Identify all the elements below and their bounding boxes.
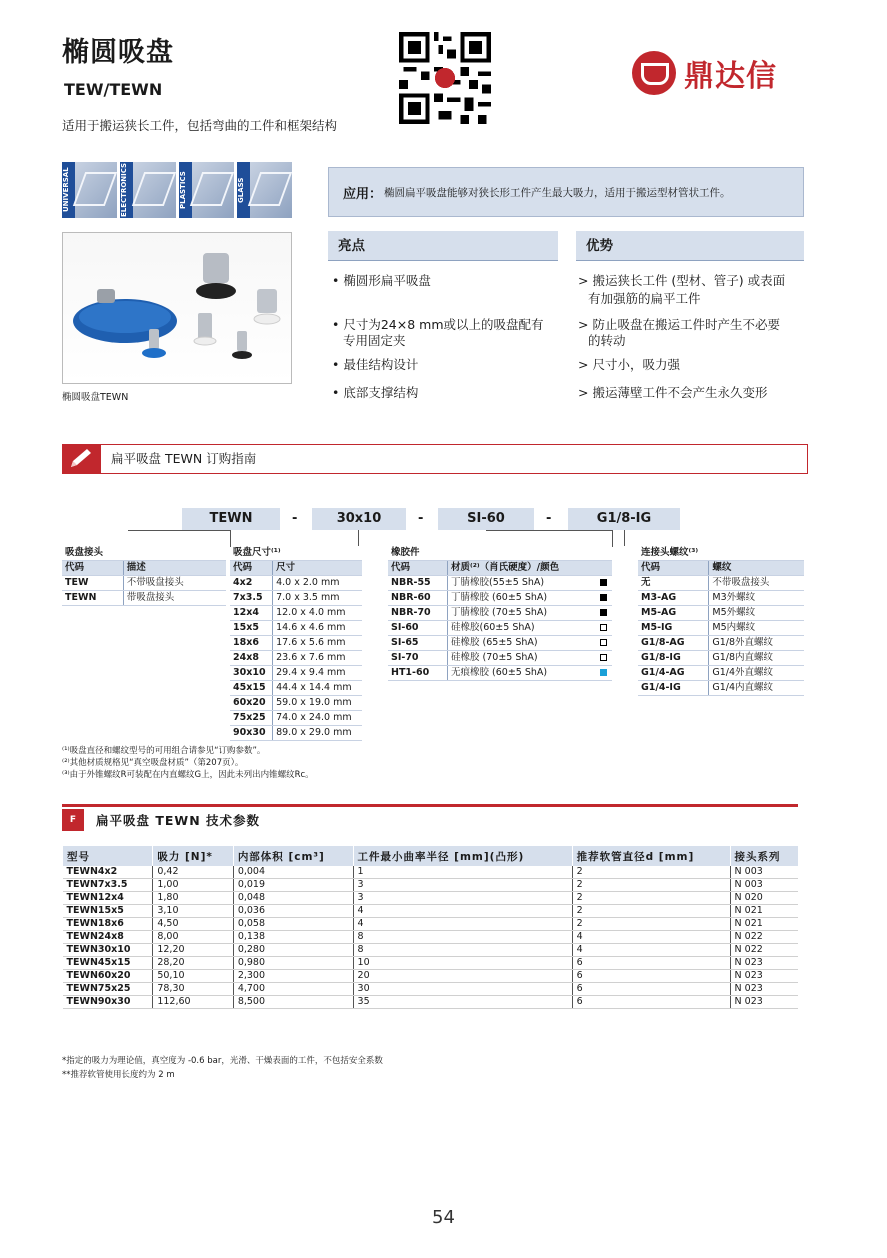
table-cell: NBR-70	[388, 606, 448, 621]
table-row	[63, 983, 799, 996]
cup-table	[62, 546, 226, 606]
table-cell: N 023	[730, 983, 798, 996]
table-cell: NBR-60	[388, 591, 448, 606]
column-header: 内部体积 [cm³]	[233, 846, 353, 866]
table-row	[230, 651, 362, 666]
column-header: 吸力 [N]*	[153, 846, 233, 866]
table-cell: TEWN60x20	[63, 970, 153, 983]
table-cell: 7x3.5	[230, 591, 273, 606]
table-cell: TEWN15x5	[63, 905, 153, 918]
list-item: 有加强筋的扁平工件	[588, 291, 701, 306]
table-cell: N 003	[730, 879, 798, 892]
table-cell: 4.0 x 2.0 mm	[273, 576, 362, 591]
table-cell: HT1-60	[388, 666, 448, 681]
table-cell: 45x15	[230, 681, 273, 696]
table-row	[63, 866, 799, 879]
table-cell: 0,048	[233, 892, 353, 905]
list-item: • 底部支撑结构	[332, 385, 419, 400]
color-swatch-icon	[600, 579, 607, 586]
order-code-size: 30x10	[312, 508, 406, 530]
table-cell: 24x8	[230, 651, 273, 666]
table-cell: 12,20	[153, 944, 233, 957]
table-cell: TEWN12x4	[63, 892, 153, 905]
table-cell: 75x25	[230, 711, 273, 726]
table-cell: 78,30	[153, 983, 233, 996]
color-swatch-icon	[600, 594, 607, 601]
table-cell: 1,80	[153, 892, 233, 905]
table-row	[388, 576, 612, 591]
table-cell: TEW	[62, 576, 123, 591]
pencil-icon	[63, 445, 101, 473]
table-cell: N 022	[730, 944, 798, 957]
table-cell: SI-70	[388, 651, 448, 666]
tech-footnotes	[62, 1054, 383, 1082]
force-icon: F	[62, 809, 84, 831]
table-cell: 2	[572, 892, 730, 905]
brand-logo	[632, 48, 812, 98]
table-cell: G1/4-AG	[638, 666, 709, 681]
table-cell: 89.0 x 29.0 mm	[273, 726, 362, 741]
table-cell: 无痕橡胶 (60±5 ShA)	[448, 666, 596, 681]
table-cell: TEWN90x30	[63, 996, 153, 1009]
highlights-list	[332, 272, 562, 412]
table-row	[63, 996, 799, 1009]
table-row	[63, 970, 799, 983]
table-row	[638, 621, 804, 636]
list-item: • 椭圆形扁平吸盘	[332, 273, 431, 288]
brand-logo-text: 鼎达信	[684, 59, 777, 94]
table-cell: 2	[572, 866, 730, 879]
table-cell: TEWN24x8	[63, 931, 153, 944]
table-cell: 0,019	[233, 879, 353, 892]
table-cell: N 020	[730, 892, 798, 905]
table-row	[230, 591, 362, 606]
table-row	[63, 879, 799, 892]
table-cell: 4,50	[153, 918, 233, 931]
table-row	[63, 918, 799, 931]
table-cell: 1,00	[153, 879, 233, 892]
table-row	[63, 944, 799, 957]
table-row	[638, 576, 804, 591]
table-row	[62, 576, 226, 591]
table-cell: N 023	[730, 996, 798, 1009]
table-cell: 28,20	[153, 957, 233, 970]
table-cell: SI-65	[388, 636, 448, 651]
material-suitability-bar	[62, 162, 292, 218]
table-cell: G1/4内直螺纹	[709, 681, 804, 696]
table-cell: NBR-55	[388, 576, 448, 591]
table-row	[638, 651, 804, 666]
table-cell: 2	[572, 879, 730, 892]
table-cell: 2	[572, 905, 730, 918]
table-cell: 4,700	[233, 983, 353, 996]
table-cell: 0,138	[233, 931, 353, 944]
order-code-dash: -	[292, 511, 298, 526]
table-cell: 4	[572, 944, 730, 957]
table-row	[63, 892, 799, 905]
table-row	[230, 726, 362, 741]
advantages-list	[578, 272, 808, 412]
footnote: *指定的吸力为理论值，真空度为 -0.6 bar，光滑、干燥表面的工件，不包括安全系数	[62, 1056, 383, 1066]
table-cell: 6	[572, 996, 730, 1009]
qr-code-icon	[399, 32, 491, 124]
table-cell: N 021	[730, 918, 798, 931]
table-cell: 8	[353, 944, 572, 957]
color-swatch-icon	[600, 639, 607, 646]
column-header: 代码	[388, 561, 448, 576]
table-cell: 硅橡胶 (70±5 ShA)	[448, 651, 596, 666]
column-header: 螺纹	[709, 561, 804, 576]
connector-line	[624, 530, 625, 546]
connector-line	[128, 530, 231, 547]
table-cell: 29.4 x 9.4 mm	[273, 666, 362, 681]
column-header: 型号	[63, 846, 153, 866]
table-cell: 59.0 x 19.0 mm	[273, 696, 362, 711]
table-cell: G1/8-AG	[638, 636, 709, 651]
table-cell: TEWN45x15	[63, 957, 153, 970]
table-cell: 2	[572, 918, 730, 931]
connector-line	[486, 530, 613, 547]
table-cell: N 023	[730, 957, 798, 970]
column-header: 代码	[62, 561, 123, 576]
table-cell: 4	[353, 905, 572, 918]
page-number: 54	[432, 1207, 455, 1228]
highlights-heading: 亮点	[328, 231, 558, 261]
color-swatch-icon	[600, 654, 607, 661]
table-cell: M5内螺纹	[709, 621, 804, 636]
rubber-table	[388, 546, 612, 681]
table-row	[388, 636, 612, 651]
application-text: 椭圆扁平吸盘能够对狭长形工件产生最大吸力，适用于搬运型材管状工件。	[384, 186, 731, 199]
table-cell: M5-IG	[638, 621, 709, 636]
table-cell: 30	[353, 983, 572, 996]
table-cell: TEWN4x2	[63, 866, 153, 879]
page-subtitle: TEW/TEWN	[64, 80, 163, 99]
connector-line	[232, 530, 359, 546]
table-cell: 3	[353, 892, 572, 905]
brand-logo-icon	[632, 51, 676, 95]
table-cell: 0,004	[233, 866, 353, 879]
table-cell: TEWN75x25	[63, 983, 153, 996]
table-cell: G1/8外直螺纹	[709, 636, 804, 651]
table-row	[230, 636, 362, 651]
table-cell: TEWN18x6	[63, 918, 153, 931]
note: ⁽³⁾由于外锥螺纹R可装配在内直螺纹G上，因此未列出内锥螺纹Rc。	[62, 770, 314, 780]
electronics-icon: ELECTRONICS	[120, 162, 175, 218]
application-box	[328, 167, 804, 217]
plastics-icon: PLASTICS	[179, 162, 234, 218]
table-row	[638, 681, 804, 696]
list-item: > 搬运薄壁工件不会产生永久变形	[578, 385, 768, 400]
table-cell: 74.0 x 24.0 mm	[273, 711, 362, 726]
table-cell: 10	[353, 957, 572, 970]
glass-icon: GLASS	[237, 162, 292, 218]
table-cell: N 021	[730, 905, 798, 918]
table-cell: 1	[353, 866, 572, 879]
table-row	[63, 931, 799, 944]
column-header: 代码	[230, 561, 273, 576]
table-cell: 硅橡胶 (65±5 ShA)	[448, 636, 596, 651]
thread-table	[638, 546, 804, 696]
color-swatch-icon	[600, 669, 607, 676]
list-item: > 搬运狭长工件 (型材、管子) 或表面	[578, 273, 786, 288]
table-cell: 硅橡胶(60±5 ShA)	[448, 621, 596, 636]
table-cell: 丁腈橡胶(55±5 ShA)	[448, 576, 596, 591]
table-row	[388, 651, 612, 666]
table-cell: TEWN	[62, 591, 123, 606]
table-cell: 无	[638, 576, 709, 591]
table-cell: 不带吸盘接头	[123, 576, 226, 591]
application-label: 应用：	[343, 186, 383, 202]
table-row	[638, 666, 804, 681]
column-header: 描述	[123, 561, 226, 576]
list-item: > 防止吸盘在搬运工件时产生不必要	[578, 317, 780, 332]
table-cell: 35	[353, 996, 572, 1009]
note: ⁽²⁾其他材质规格见“真空吸盘材质”（第207页）。	[62, 758, 244, 768]
table-row	[230, 621, 362, 636]
table-cell: 12.0 x 4.0 mm	[273, 606, 362, 621]
table-cell: 4x2	[230, 576, 273, 591]
table-cell: 15x5	[230, 621, 273, 636]
table-row	[388, 666, 612, 681]
table-cell: 6	[572, 957, 730, 970]
table-cell: 0,280	[233, 944, 353, 957]
color-swatch-icon	[600, 609, 607, 616]
table-row	[230, 681, 362, 696]
column-header: 推荐软管直径d [mm]	[572, 846, 730, 866]
product-photo	[62, 232, 292, 384]
table-cell: 3	[353, 879, 572, 892]
list-item: 专用固定夹	[343, 333, 406, 348]
table-cell: 50,10	[153, 970, 233, 983]
table-row	[230, 696, 362, 711]
size-table	[230, 546, 362, 741]
table-cell: N 003	[730, 866, 798, 879]
table-cell: SI-60	[388, 621, 448, 636]
table-cell: 带吸盘接头	[123, 591, 226, 606]
table-cell: 17.6 x 5.6 mm	[273, 636, 362, 651]
order-code-dash: -	[418, 511, 424, 526]
table-group-title: 连接头螺纹⁽³⁾	[638, 546, 804, 561]
table-row	[230, 666, 362, 681]
table-cell: 丁腈橡胶 (60±5 ShA)	[448, 591, 596, 606]
order-code-thread: G1/8-IG	[568, 508, 680, 530]
table-row	[388, 591, 612, 606]
table-cell: 4	[353, 918, 572, 931]
note: ⁽¹⁾吸盘直径和螺纹型号的可用组合请参见“订购参数”。	[62, 746, 266, 756]
column-header: 材质⁽²⁾（肖氏硬度）/颜色	[448, 561, 596, 576]
universal-icon: UNIVERSAL	[62, 162, 117, 218]
table-cell: TEWN30x10	[63, 944, 153, 957]
tech-title: 扁平吸盘 TEWN 技术参数	[96, 813, 261, 828]
table-cell: TEWN7x3.5	[63, 879, 153, 892]
table-cell: N 023	[730, 970, 798, 983]
table-row	[638, 636, 804, 651]
table-cell: 8,00	[153, 931, 233, 944]
table-cell: 8,500	[233, 996, 353, 1009]
photo-caption: 椭圆吸盘TEWN	[62, 392, 129, 403]
table-row	[388, 621, 612, 636]
table-row	[62, 591, 226, 606]
column-header: 代码	[638, 561, 709, 576]
table-cell: G1/4外直螺纹	[709, 666, 804, 681]
table-cell: 7.0 x 3.5 mm	[273, 591, 362, 606]
table-cell: 30x10	[230, 666, 273, 681]
list-item: > 尺寸小，吸力强	[578, 357, 680, 372]
table-row	[638, 606, 804, 621]
table-row	[230, 606, 362, 621]
table-cell: 2,300	[233, 970, 353, 983]
table-cell: 0,058	[233, 918, 353, 931]
table-cell: M5外螺纹	[709, 606, 804, 621]
footnote: **推荐软管使用长度约为 2 m	[62, 1070, 175, 1080]
table-cell: G1/8内直螺纹	[709, 651, 804, 666]
table-cell: N 022	[730, 931, 798, 944]
table-cell: 8	[353, 931, 572, 944]
table-row	[230, 711, 362, 726]
table-cell: 丁腈橡胶 (70±5 ShA)	[448, 606, 596, 621]
order-code-dash: -	[546, 511, 552, 526]
color-swatch-icon	[600, 624, 607, 631]
table-group-title: 吸盘尺寸⁽¹⁾	[230, 546, 362, 561]
table-cell: 14.6 x 4.6 mm	[273, 621, 362, 636]
order-guide-heading	[62, 444, 808, 474]
advantages-heading: 优势	[576, 231, 804, 261]
table-row	[230, 576, 362, 591]
column-header: 接头系列	[730, 846, 798, 866]
tech-table	[62, 846, 798, 1009]
table-row	[63, 957, 799, 970]
list-item: • 最佳结构设计	[332, 357, 419, 372]
column-header: 工件最小曲率半径 [mm](凸形)	[353, 846, 572, 866]
table-cell: M3-AG	[638, 591, 709, 606]
table-cell: 23.6 x 7.6 mm	[273, 651, 362, 666]
table-cell: 6	[572, 983, 730, 996]
table-group-title: 吸盘接头	[62, 546, 226, 561]
table-cell: 60x20	[230, 696, 273, 711]
list-item: • 尺寸为24×8 mm或以上的吸盘配有	[332, 317, 544, 332]
table-cell: 20	[353, 970, 572, 983]
table-cell: 3,10	[153, 905, 233, 918]
table-cell: 0,980	[233, 957, 353, 970]
table-cell: 0,036	[233, 905, 353, 918]
page-title: 椭圆吸盘	[62, 37, 174, 68]
table-cell: M5-AG	[638, 606, 709, 621]
table-cell: G1/8-IG	[638, 651, 709, 666]
table-cell: 12x4	[230, 606, 273, 621]
table-cell: G1/4-IG	[638, 681, 709, 696]
table-cell: 4	[572, 931, 730, 944]
list-item: 的转动	[588, 333, 626, 348]
table-cell: 0,42	[153, 866, 233, 879]
order-code-cup: TEWN	[182, 508, 280, 530]
page-description: 适用于搬运狭长工件，包括弯曲的工件和框架结构	[62, 118, 338, 133]
table-cell: 44.4 x 14.4 mm	[273, 681, 362, 696]
table-cell: 18x6	[230, 636, 273, 651]
tech-heading	[62, 804, 798, 834]
table-cell: M3外螺纹	[709, 591, 804, 606]
order-code-rubber: SI-60	[438, 508, 534, 530]
table-row	[63, 905, 799, 918]
table-row	[388, 606, 612, 621]
table-group-title: 橡胶件	[388, 546, 612, 561]
table-cell: 90x30	[230, 726, 273, 741]
order-guide-title: 扁平吸盘 TEWN 订购指南	[111, 451, 257, 466]
column-header: 尺寸	[273, 561, 362, 576]
table-row	[638, 591, 804, 606]
order-notes	[62, 745, 314, 781]
table-cell: 112,60	[153, 996, 233, 1009]
table-cell: 6	[572, 970, 730, 983]
table-cell: 不带吸盘接头	[709, 576, 804, 591]
